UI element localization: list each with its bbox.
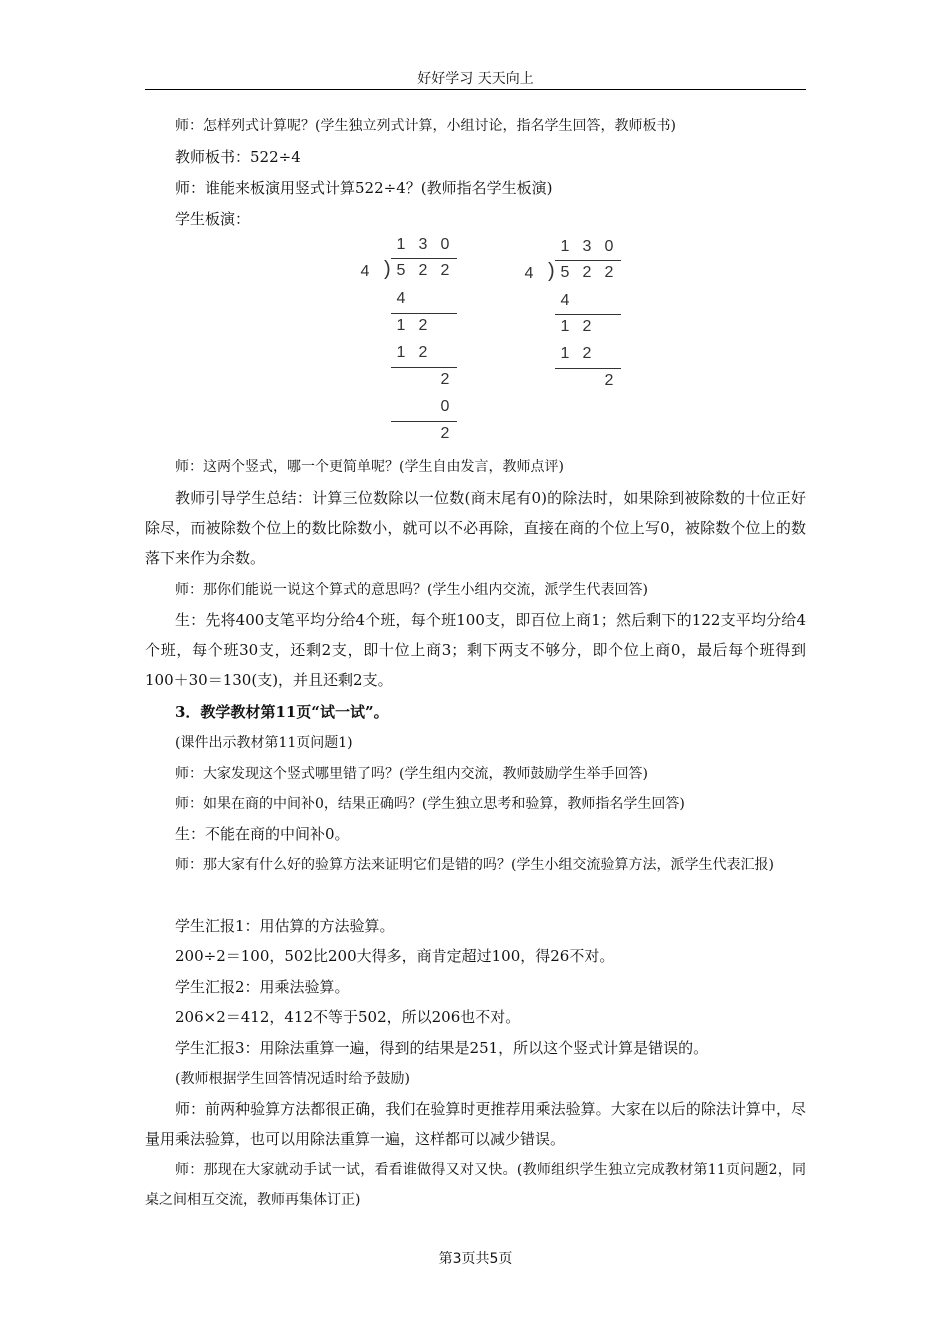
paragraph-12: 师：如果在商的中间补0，结果正确吗？(学生独立思考和验算，教师指名学生回答) xyxy=(175,796,685,812)
step-rule xyxy=(555,368,621,369)
quotient-digit: 1 xyxy=(396,236,406,253)
step-digit: 1 xyxy=(560,318,570,335)
remainder: 2 xyxy=(440,425,450,442)
header-rule xyxy=(145,89,806,90)
dividend-digit: 2 xyxy=(604,264,614,281)
step-digit: 0 xyxy=(440,398,450,415)
section-heading: 3．教学教材第11页“试一试”。 xyxy=(175,703,389,721)
step-rule xyxy=(391,313,457,314)
paragraph-16: 200÷2＝100，502比200大得多，商肯定超过100，得26不对。 xyxy=(175,947,615,965)
divisor: 4 xyxy=(524,265,534,282)
step-digit: 2 xyxy=(582,318,592,335)
dividend-digit: 2 xyxy=(418,262,428,279)
division-bracket: ) xyxy=(384,258,391,280)
step-digit: 4 xyxy=(396,290,406,307)
step-digit: 1 xyxy=(396,317,406,334)
step-digit: 2 xyxy=(582,345,592,362)
step-rule xyxy=(391,421,457,422)
step-rule xyxy=(391,367,457,368)
paragraph-3: 师：谁能来板演用竖式计算522÷4？(教师指名学生板演) xyxy=(175,179,553,197)
paragraph-10: (课件出示教材第11页问题1) xyxy=(175,735,353,751)
dividend-digit: 5 xyxy=(560,264,570,281)
paragraph-18: 206×2＝412，412不等于502，所以206也不对。 xyxy=(175,1008,521,1026)
paragraph-20: (教师根据学生回答情况适时给予鼓励) xyxy=(175,1071,410,1087)
long-division-2 xyxy=(519,234,629,404)
step-digit: 2 xyxy=(418,317,428,334)
step-rule xyxy=(555,314,621,315)
paragraph-7: 师：那你们能说一说这个算式的意思吗？(学生小组内交流，派学生代表回答) xyxy=(175,582,648,598)
quotient-digit: 3 xyxy=(582,238,592,255)
paragraph-14: 师：那大家有什么好的验算方法来证明它们是错的吗？(学生小组交流验算方法，派学生代表汇报) xyxy=(175,857,774,873)
paragraph-4: 学生板演： xyxy=(175,210,251,228)
paragraph-15: 学生汇报1：用估算的方法验算。 xyxy=(175,917,395,935)
division-bar xyxy=(391,258,457,259)
quotient-digit: 1 xyxy=(560,238,570,255)
division-bracket: ) xyxy=(548,260,555,282)
paragraph-21: 师：前两种验算方法都很正确，我们在验算时更推荐用乘法验算。大家在以后的除法计算中，尽量用乘法验算，也可以用除法重算一遍，这样都可以减少错误。 xyxy=(145,1100,806,1148)
paragraph-22: 师：那现在大家就动手试一试，看看谁做得又对又快。(教师组织学生独立完成教材第11页问题2，同桌之间相互交流，教师再集体订正) xyxy=(145,1162,806,1208)
quotient-digit: 0 xyxy=(604,238,614,255)
paragraph-6: 教师引导学生总结：计算三位数除以一位数(商末尾有0)的除法时，如果除到被除数的十位正好除尽，而被除数个位上的数比除数小，就可以不必再除，直接在商的个位上写0，被除数个位上的数落下来作为余数。 xyxy=(145,489,806,567)
paragraph-11: 师：大家发现这个竖式哪里错了吗？(学生组内交流，教师鼓励学生举手回答) xyxy=(175,766,648,782)
step-digit: 4 xyxy=(560,292,570,309)
paragraph-17: 学生汇报2：用乘法验算。 xyxy=(175,978,350,996)
page-header: 好好学习 天天向上 xyxy=(417,71,534,87)
dividend-digit: 5 xyxy=(396,262,406,279)
paragraph-19: 学生汇报3：用除法重算一遍，得到的结果是251，所以这个竖式计算是错误的。 xyxy=(175,1039,709,1057)
division-bar xyxy=(555,260,621,261)
page-footer: 第3页共5页 xyxy=(438,1251,513,1267)
dividend-digit: 2 xyxy=(440,262,450,279)
divisor: 4 xyxy=(360,263,370,280)
quotient-digit: 3 xyxy=(418,236,428,253)
remainder: 2 xyxy=(604,372,614,389)
paragraph-8: 生：先将400支笔平均分给4个班，每个班100支，即百位上商1；然后剩下的122支平均分给4个班，每个班30支，还剩2支，即十位上商3；剩下两支不够分，即个位上商0，最后每个班得到100＋30＝130(支)，并且还剩2支。 xyxy=(145,611,806,689)
step-digit: 1 xyxy=(396,344,406,361)
step-digit: 2 xyxy=(418,344,428,361)
step-digit: 2 xyxy=(440,371,450,388)
paragraph-5: 师：这两个竖式，哪一个更简单呢？(学生自由发言，教师点评) xyxy=(175,459,564,475)
quotient-digit: 0 xyxy=(440,236,450,253)
long-division-1 xyxy=(355,232,465,452)
paragraph-1: 师：怎样列式计算呢？(学生独立列式计算，小组讨论，指名学生回答，教师板书) xyxy=(175,118,676,134)
dividend-digit: 2 xyxy=(582,264,592,281)
step-digit: 1 xyxy=(560,345,570,362)
paragraph-2: 教师板书：522÷4 xyxy=(175,148,301,166)
paragraph-13: 生：不能在商的中间补0。 xyxy=(175,825,350,843)
